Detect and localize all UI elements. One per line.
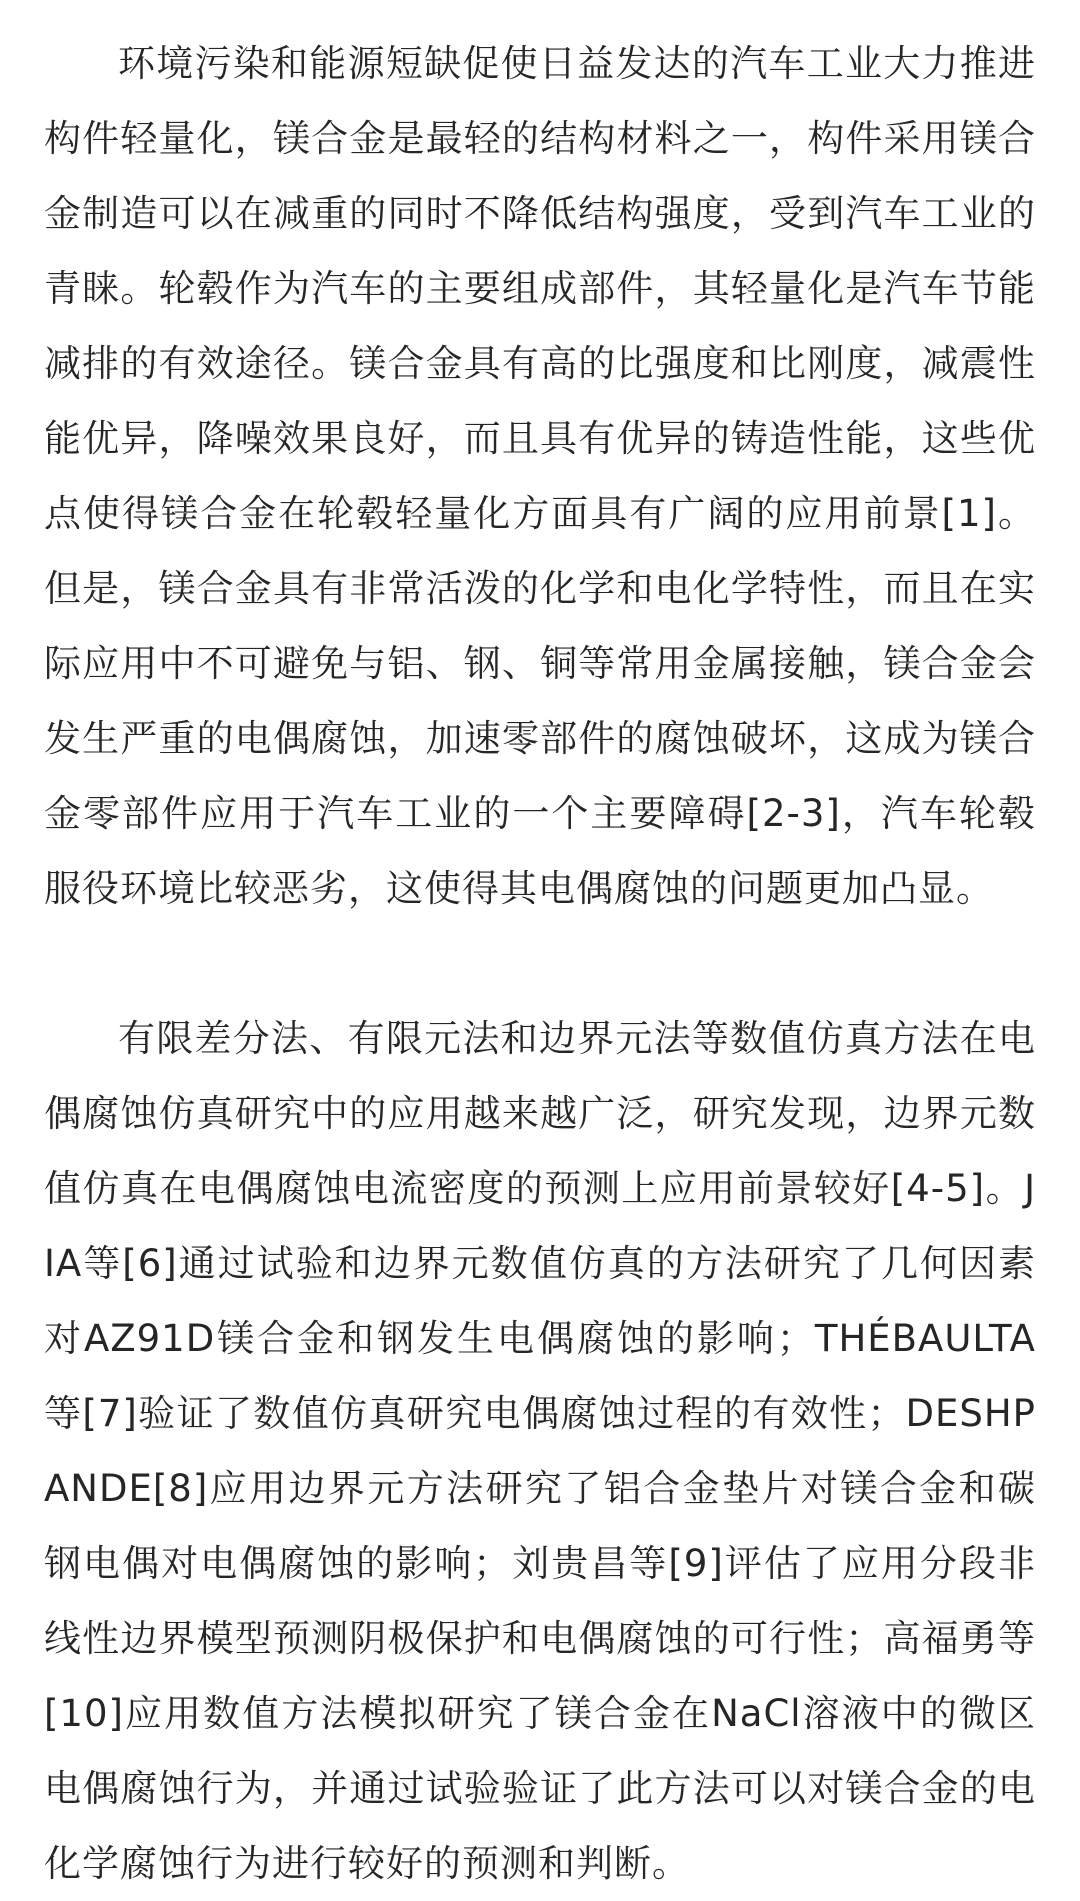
paragraph-1: 环境污染和能源短缺促使日益发达的汽车工业大力推进构件轻量化，镁合金是最轻的结构材料之一，构件采用镁合金制造可以在减重的同时不降低结构强度，受到汽车工业的青睐。轮毂作为汽车的主要组成部件，其轻量化是汽车节能减排的有效途径。镁合金具有高的比强度和比刚度，减震性能优异，降噪效果良好，而且具有优异的铸造性能，这些优点使得镁合金在轮毂轻量化方面具有广阔的应用前景[1]。但是，镁合金具有非常活泼的化学和电化学特性，而且在实际应用中不可避免与铝、钢、铜等常用金属接触，镁合金会发生严重的电偶腐蚀，加速零部件的腐蚀破坏，这成为镁合金零部件应用于汽车工业的一个主要障碍[2-3]，汽车轮毂服役环境比较恶劣，这使得其电偶腐蚀的问题更加凸显。	[44, 42, 1036, 910]
paragraph-2: 有限差分法、有限元法和边界元法等数值仿真方法在电偶腐蚀仿真研究中的应用越来越广泛，研究发现，边界元数值仿真在电偶腐蚀电流密度的预测上应用前景较好[4-5]。JIA等[6]通过试验和边界元数值仿真的方法研究了几何因素对AZ91D镁合金和钢发生电偶腐蚀的影响；THÉBAULTA等[7]验证了数值仿真研究电偶腐蚀过程的有效性；DESHPANDE[8]应用边界元方法研究了铝合金垫片对镁合金和碳钢电偶对电偶腐蚀的影响；刘贵昌等[9]评估了应用分段非线性边界模型预测阴极保护和电偶腐蚀的可行性；高福勇等[10]应用数值方法模拟研究了镁合金在NaCl溶液中的微区电偶腐蚀行为，并通过试验验证了此方法可以对镁合金的电化学腐蚀行为进行较好的预测和判断。	[44, 1017, 1036, 1885]
paragraph-spacer	[44, 926, 1036, 1001]
